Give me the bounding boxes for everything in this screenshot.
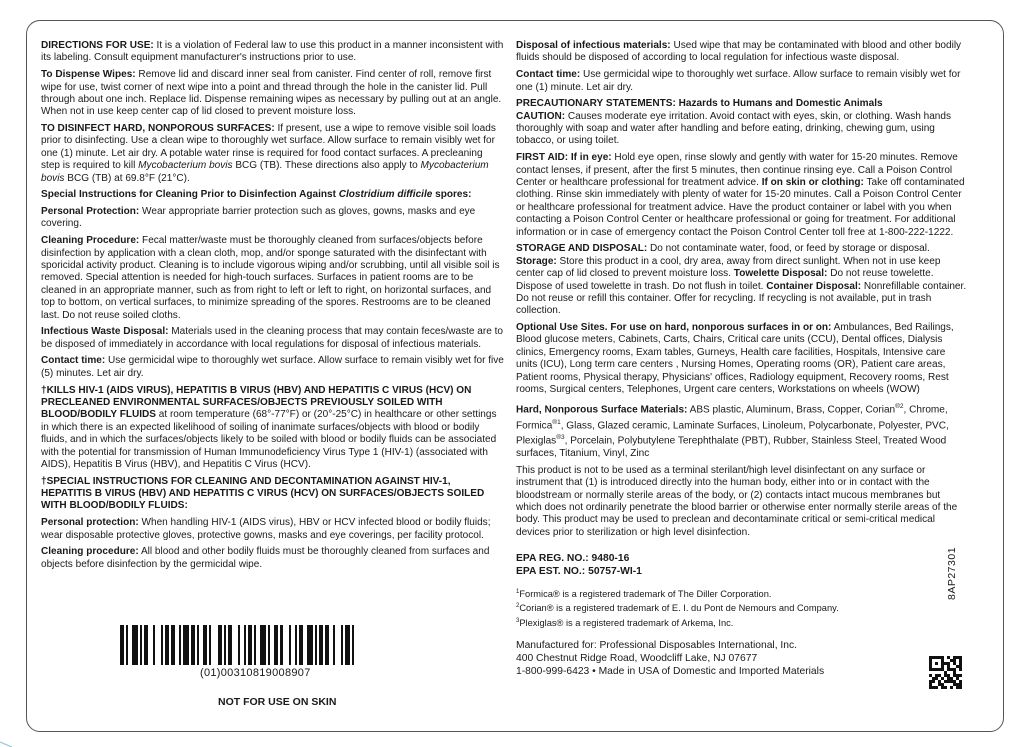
qr-module — [947, 656, 950, 659]
container-disposal-label: Container Disposal: — [766, 280, 862, 292]
disposal-infectious-text: Used wipe that may be contaminated with blood and other bodily fluids should be disposed of according to local regulation for infectious waste disposal. — [516, 40, 962, 64]
qr-module — [944, 674, 947, 677]
barcode-bar — [354, 625, 358, 665]
caution-label: CAUTION: — [516, 110, 566, 122]
qr-module — [956, 656, 959, 659]
disinfect-text: BCG (TB) at 69.8°F (21°C). — [64, 172, 190, 184]
kills-hiv-label: †KILLS HIV-1 (AIDS VIRUS), HEPATITIS B VIRUS (HBV) AND HEPATITIS C VIRUS (HCV) ON PRECLEANED ENVIRONMENTAL SURFACES/OBJECTS PREVIOUSLY SOILED WITH BLOOD/BODILY FLUIDS — [41, 384, 472, 421]
cleaning-procedure-hiv-text: All blood and other bodily fluids must be thoroughly cleaned from surfaces and objects before disinfection by the germicidal wipe. — [41, 546, 490, 570]
qr-module — [950, 668, 953, 671]
qr-module — [941, 665, 944, 668]
caution-paragraph — [516, 111, 968, 148]
storage-heading — [516, 243, 968, 255]
surface-materials-label: Hard, Nonporous Surface Materials: — [516, 404, 688, 416]
epa-est-number: EPA EST. NO.: 50757-WI-1 — [516, 565, 642, 577]
precautionary-heading-text: PRECAUTIONARY STATEMENTS: Hazards to Humans and Domestic Animals — [516, 98, 883, 110]
qr-module — [947, 677, 950, 680]
footnote-marker: 3 — [516, 618, 520, 625]
qr-module — [959, 683, 962, 686]
qr-module — [935, 662, 938, 665]
contact-time-text: Use germicidal wipe to thoroughly wet surface. Allow surface to remain visibly wet for one (1) minute. Let air dry. — [516, 69, 961, 93]
qr-module — [947, 674, 950, 677]
disinfect-label: TO DISINFECT HARD, NONPOROUS SURFACES: — [41, 123, 275, 135]
disinfect-text: If present, use a wipe to remove visible soil loads prior to disinfecting. Use a clean wipe to thoroughly wet surface. Allow surface to remain visibly wet for one (1) minute. Let air dry. A potable water rinse is required for food contact surfaces. A precleaning step is required to kill — [41, 123, 496, 172]
special-hiv-heading-text: †SPECIAL INSTRUCTIONS FOR CLEANING AND DECONTAMINATION AGAINST HIV-1, HEPATITIS B VIRUS (HBV) AND HEPATITIS C VIRUS (HCV) ON SURFACES/OBJECTS SOILED WITH BLOOD/BODILY FLUIDS: — [41, 475, 485, 512]
corner-mark-icon — [0, 728, 18, 747]
qr-module — [929, 665, 932, 668]
personal-protection-label: Personal Protection: — [41, 206, 140, 218]
trademark-note — [516, 586, 968, 601]
qr-module — [941, 668, 944, 671]
storage-label: Storage: — [516, 255, 557, 267]
personal-protection-text: Wear appropriate barrier protection such as gloves, gowns, masks and eye covering. — [41, 206, 476, 230]
first-aid-paragraph — [516, 152, 968, 239]
qr-module — [959, 680, 962, 683]
phone-origin-line: 1-800-999-6423 • Made in USA of Domestic and Imported Materials — [516, 665, 825, 677]
surface-materials-text: , Glass, Glazed ceramic, Laminate Surfaces, Linoleum, Polycarbonate, Polyester, PVC, Plexiglas — [516, 419, 949, 447]
personal-protection-hiv-label: Personal protection: — [41, 517, 139, 529]
barcode-image — [120, 625, 358, 665]
cdiff-heading — [41, 189, 504, 201]
first-aid-text: Take off contaminated clothing. Rinse skin immediately with plenty of water for 15-20 minutes. Call a Poison Control Center or healthcare professional for treatment advice. Have the product container or label with you when contacting a Poison Control Center or healthcare professional or going for treatment. For additional information or in case of emergency contact the Poison Control Center toll free at 1-800-222-1222. — [516, 176, 965, 238]
infectious-waste-paragraph — [41, 326, 504, 351]
contact-time-text: Use germicidal wipe to thoroughly wet surface. Allow surface to remain visibly wet for five (5) minutes. Let air dry. — [41, 355, 504, 379]
qr-module — [932, 686, 935, 689]
qr-module — [929, 659, 932, 662]
towelette-disposal-text: Do not reuse towelette. Dispose of used towelette in trash. Do not flush in toilet. — [516, 268, 934, 292]
first-aid-label: FIRST AID: If in eye: — [516, 152, 612, 164]
qr-module — [944, 671, 947, 674]
caution-text: Causes moderate eye irritation. Avoid contact with eyes, skin, or clothing. Wash hands thoroughly with soap and water after handling and before eating, drinking, chewing gum, using tobacco, or using toilet. — [516, 110, 952, 147]
qr-module — [929, 680, 932, 683]
qr-module — [956, 683, 959, 686]
directions-text: It is a violation of Federal law to use this product in a manner inconsistent with its labeling. Consult equipment manufacturer's instructions prior to use. — [41, 40, 504, 64]
qr-module — [959, 668, 962, 671]
qr-module — [929, 668, 932, 671]
qr-module — [947, 668, 950, 671]
surface-materials-text: ABS plastic, Aluminum, Brass, Copper, Corian — [687, 404, 896, 416]
kills-hiv-paragraph — [41, 385, 504, 472]
optional-use-sites-paragraph — [516, 322, 968, 396]
cleaning-procedure-text: Fecal matter/waste must be thoroughly cleaned from surfaces/objects before disinfection by application with a clean cloth, mop, and/or sponge saturated with the disinfectant with sporicidal activity product. Cleaning is to include vigorous wiping and/or scrubbing, until all visible soil is removed. Special attention is needed for high-touch surfaces. Surfaces in patient rooms are to be cleaned in an appropriate manner, such as from right to left or left to right, on horizontal surfaces, and top to bottom, on vertical surfaces, to minimize spreading of the spores. Restrooms are to be cleaned last. Do not reuse soiled cloths. — [41, 235, 500, 321]
manufacturer-line: Manufactured for: Professional Disposables International, Inc. — [516, 639, 798, 651]
container-disposal-text: Nonrefillable container. Do not reuse or refill this container. Offer for recycling. If recycling is not available, put in trash collection. — [516, 280, 967, 317]
qr-module — [944, 680, 947, 683]
storage-text: Store this product in a cool, dry area, away from direct sunlight. When not in use keep center cap of lid closed to prevent moisture loss. — [516, 255, 941, 280]
first-aid-text: Hold eye open, rinse slowly and gently with water for 15-20 minutes. Remove contact lenses, if present, after the first 5 minutes, then continue rinsing eye. Call a Poison Control Center or healthcare professional for treatment advice. — [516, 152, 958, 188]
qr-module — [929, 683, 932, 686]
cleaning-procedure-hiv-label: Cleaning procedure: — [41, 546, 139, 558]
storage-heading-label: STORAGE AND DISPOSAL: — [516, 243, 648, 255]
qr-module — [953, 680, 956, 683]
right-column — [516, 40, 968, 678]
address-line: 400 Chestnut Ridge Road, Woodcliff Lake, NJ 07677 — [516, 652, 758, 664]
cleaning-procedure-hiv-paragraph — [41, 546, 504, 571]
qr-module — [959, 686, 962, 689]
epa-reg-number: EPA REG. NO.: 9480-16 — [516, 553, 630, 565]
trademark-note — [516, 600, 968, 615]
qr-module — [935, 656, 938, 659]
footnote-marker: ®1 — [552, 418, 561, 426]
infectious-waste-label: Infectious Waste Disposal: — [41, 326, 169, 338]
qr-module — [932, 668, 935, 671]
qr-module — [938, 668, 941, 671]
optional-use-sites-text: Ambulances, Bed Railings, Blood glucose meters, Cabinets, Carts, Chairs, Critical care units (CCU), Dental offices, Dialysis clinics, Emergency rooms, Exam tables, Gurneys, Health care facilities, Hospitals, Intensive care units (ICU), Long term care centers , Nursing Homes, Operating rooms (OR), Patient care areas, Patient rooms, Physical therapy, Physicians' offices, Radiology equipment, Recovery rooms, Rest rooms, Surgical centers, Telephones, Urgent care centers, Workstations on wheels (WOW) — [516, 322, 954, 396]
surface-materials-paragraph — [516, 401, 968, 461]
qr-module — [950, 677, 953, 680]
contact-time-label: Contact time: — [516, 69, 581, 81]
qr-module — [938, 674, 941, 677]
disinfect-organism: Mycobacterium bovis — [41, 160, 489, 184]
footnote-marker: 2 — [516, 603, 520, 610]
qr-module — [929, 662, 932, 665]
optional-use-sites-label: Optional Use Sites. For use on hard, nonporous surfaces in or on: — [516, 322, 832, 334]
trademark-note-text: Formica® is a registered trademark of The Diller Corporation. — [519, 588, 772, 599]
qr-module — [938, 680, 941, 683]
contact-time-paragraph — [516, 69, 968, 94]
cleaning-procedure-label: Cleaning Procedure: — [41, 235, 140, 247]
footnote-marker: 1 — [516, 588, 520, 595]
qr-module — [938, 683, 941, 686]
qr-module — [959, 674, 962, 677]
qr-module — [941, 656, 944, 659]
qr-module — [953, 683, 956, 686]
surface-materials-text: , Chrome, Formica — [516, 404, 948, 431]
qr-module — [929, 674, 932, 677]
qr-module — [947, 662, 950, 665]
kills-hiv-text: at room temperature (68°-77°F) or (20°-25°C) in healthcare or other settings in which there is an expected likelihood of soiling of inanimate surfaces/objects with blood or bodily fluids, and in which the surfaces/objects likely to be soiled with blood or bodily fluids can be associated with the potential for transmission of Human Immunodeficiency Virus Type 1 (HIV-1) (associated with AIDS), Hepatitis B Virus (HBV), and Hepatitis C Virus (HCV). — [41, 409, 497, 470]
qr-module — [935, 686, 938, 689]
surface-materials-text: , Porcelain, Polybutylene Terephthalate (PBT), Rubber, Stainless Steel, Treated Wood surfaces, Titanium, Vinyl, Zinc — [516, 435, 947, 459]
qr-module — [932, 680, 935, 683]
qr-module — [941, 662, 944, 665]
qr-module — [950, 680, 953, 683]
qr-module — [935, 668, 938, 671]
qr-module — [941, 659, 944, 662]
qr-module — [956, 686, 959, 689]
qr-module — [953, 668, 956, 671]
footnote-marker: ®3 — [556, 434, 565, 442]
disinfect-text: BCG (TB). These directions also apply to — [232, 160, 421, 172]
qr-code-icon — [929, 656, 962, 689]
disposal-infectious-label: Disposal of infectious materials: — [516, 40, 671, 51]
qr-module — [950, 686, 953, 689]
personal-protection-hiv-paragraph — [41, 517, 504, 542]
qr-module — [953, 674, 956, 677]
qr-module — [935, 674, 938, 677]
directions-label: DIRECTIONS FOR USE: — [41, 40, 154, 51]
trademark-note-text: Corian® is a registered trademark of E. I. du Pont de Nemours and Company. — [519, 603, 839, 614]
trademark-note — [516, 615, 968, 630]
qr-module — [929, 686, 932, 689]
qr-module — [959, 656, 962, 659]
qr-module — [956, 677, 959, 680]
qr-module — [953, 659, 956, 662]
first-aid-skin-label: If on skin or clothing: — [761, 176, 864, 188]
qr-module — [932, 656, 935, 659]
qr-module — [947, 665, 950, 668]
qr-module — [959, 659, 962, 662]
trademark-note-text: Plexiglas® is a registered trademark of Arkema, Inc. — [519, 618, 734, 629]
qr-module — [935, 677, 938, 680]
precautionary-heading — [516, 98, 968, 110]
barcode-number: (01)00310819008907 — [200, 667, 311, 679]
qr-module — [932, 677, 935, 680]
dispense-paragraph — [41, 69, 504, 119]
contact-time-label: Contact time: — [41, 355, 106, 367]
storage-paragraph — [516, 256, 968, 318]
qr-module — [956, 674, 959, 677]
dispense-text: Remove lid and discard inner seal from canister. Find center of roll, remove first wipe for use, twist corner of next wipe into a point and thread through the hole in the canister lid. Pull through about one inch. Replace lid. Dispense remaining wipes as necessary by pulling out at an angle. When not in use keep center cap of lid closed to prevent moisture loss. — [41, 69, 502, 118]
cdiff-organism: Clostridium difficile — [338, 189, 433, 201]
qr-module — [956, 665, 959, 668]
qr-module — [953, 656, 956, 659]
qr-module — [938, 656, 941, 659]
dispense-label: To Dispense Wipes: — [41, 69, 136, 81]
qr-module — [929, 656, 932, 659]
qr-module — [941, 677, 944, 680]
cleaning-procedure-paragraph — [41, 235, 504, 322]
terminal-sterilant-paragraph: This product is not to be used as a terminal sterilant/high level disinfectant on any surface or instrument that (1) is introduced directly into the human body, either into or in contact with the bloodstream or normally sterile areas of the body, or (2) contacts intact mucous membranes but which does not ordinarily penetrate the blood barrier or otherwise enter normally sterile areas of the body. This product may be used to preclean and decontaminate critical or semi-critical medical devices prior to sterilization or high level disinfection. — [516, 464, 958, 538]
qr-module — [941, 683, 944, 686]
cdiff-heading-text: spores: — [432, 189, 472, 201]
lot-code: 8AP27301 — [946, 546, 958, 600]
qr-module — [953, 662, 956, 665]
infectious-waste-text: Materials used in the cleaning process that may contain feces/waste are to be disposed of immediately in accordance with local regulations for disposal of infectious materials. — [41, 326, 503, 350]
qr-module — [959, 662, 962, 665]
contact-time-paragraph — [41, 355, 504, 380]
not-for-skin-warning: NOT FOR USE ON SKIN — [218, 696, 337, 708]
disinfect-paragraph — [41, 123, 504, 185]
qr-module — [944, 662, 947, 665]
personal-protection-hiv-text: When handling HIV-1 (AIDS virus), HBV or HCV infected blood or bodily fluids; wear disposable protective gloves, protective gowns, masks and eye coverings, per facility protocol. — [41, 517, 491, 541]
footnote-marker: ®2 — [895, 402, 904, 410]
qr-module — [941, 686, 944, 689]
qr-module — [950, 659, 953, 662]
qr-module — [947, 680, 950, 683]
directions-paragraph — [41, 40, 504, 65]
qr-module — [944, 686, 947, 689]
left-column — [41, 40, 504, 575]
cdiff-heading-text: Special Instructions for Cleaning Prior to Disinfection Against — [41, 189, 339, 201]
qr-module — [953, 671, 956, 674]
disinfect-organism: Mycobacterium bovis — [138, 160, 233, 172]
storage-heading-text: Do not contaminate water, food, or feed by storage or disposal. — [647, 243, 930, 255]
special-hiv-heading — [41, 476, 504, 513]
disposal-infectious-paragraph — [516, 40, 968, 65]
towelette-disposal-label: Towelette Disposal: — [733, 268, 828, 280]
personal-protection-paragraph — [41, 206, 504, 231]
qr-module — [959, 665, 962, 668]
